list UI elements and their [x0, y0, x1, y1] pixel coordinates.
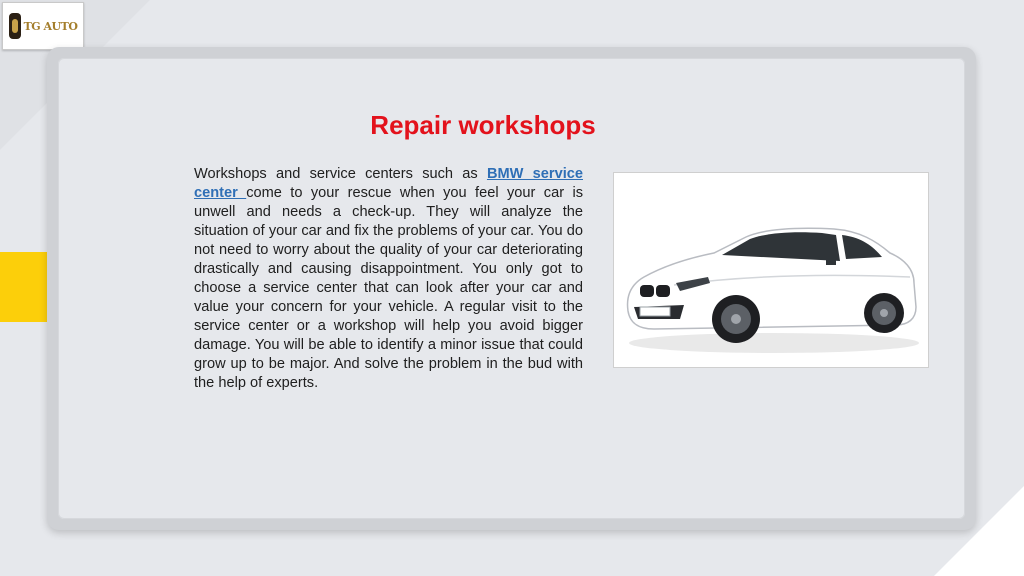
white-bmw-car-icon: [614, 173, 928, 367]
logo-text: TG AUTO: [23, 19, 78, 33]
logo[interactable]: [2, 2, 84, 50]
car-image: [613, 172, 929, 368]
body-text-intro: Workshops and service centers such as: [194, 166, 487, 182]
slide-body-text: [194, 165, 583, 393]
logo-badge-icon: [9, 13, 21, 39]
bmw-service-center-link[interactable]: BMW service center: [194, 166, 583, 201]
slide-title: Repair workshops: [370, 110, 596, 140]
body-text-rest: come to your rescue when you feel your car is unwell and needs a check-up. They will analyze the situation of your car and fix the problems of your car. You do not need to worry about the quality of your car deteriorating drastically and causing disappointment. You only got to choose a service center that can look after your car and value your concern for your vehicle. A regular visit to the service center or a workshop will help you avoid bigger damage. You will be able to identify a minor issue that could grow up to be major. And solve the problem in the bud with the help of experts.: [194, 185, 583, 391]
